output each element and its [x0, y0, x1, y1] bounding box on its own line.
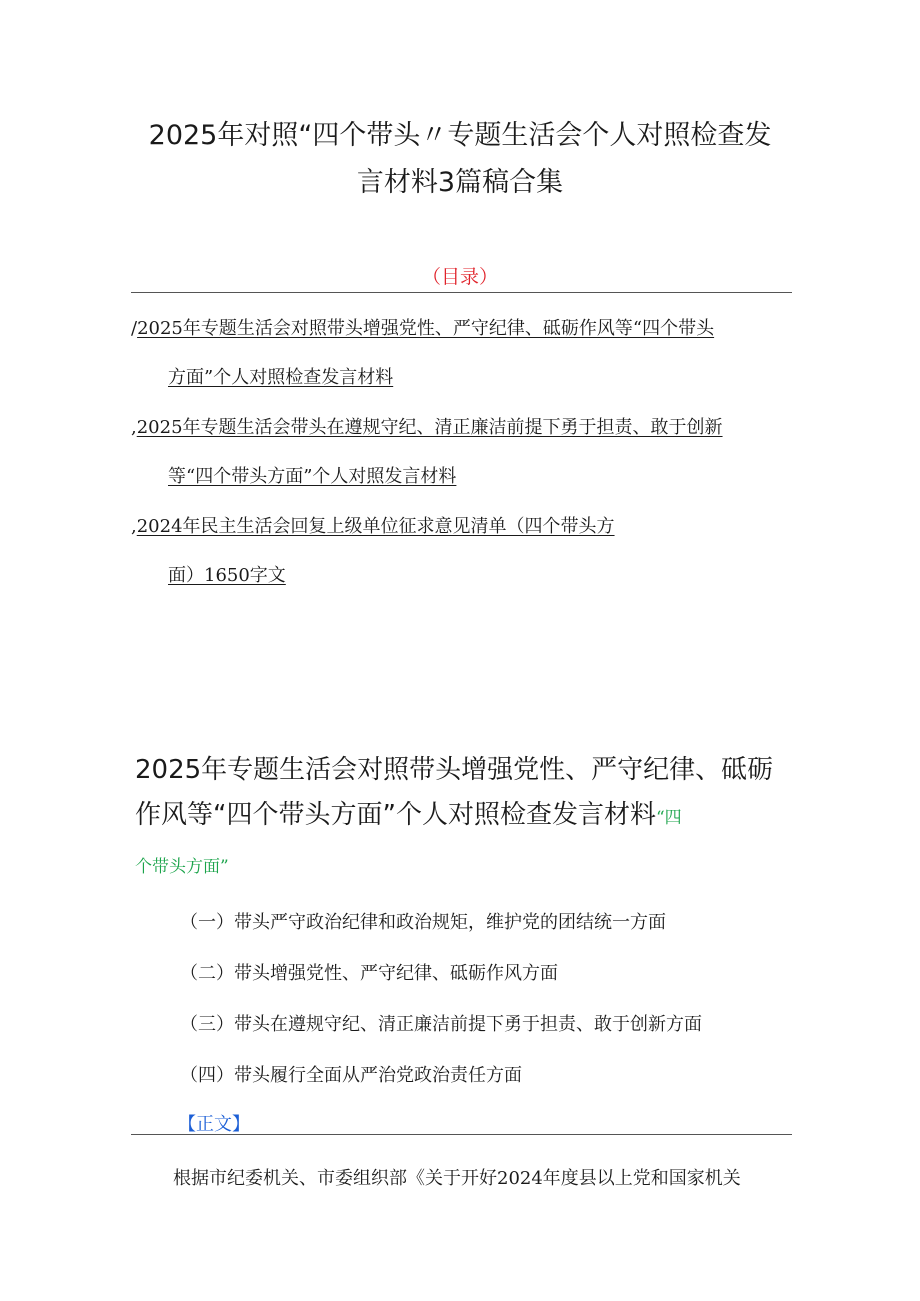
toc-divider: [131, 292, 792, 293]
body-divider: [131, 1134, 792, 1135]
page-title-line1: 2025年对照“四个带头〃专题生活会个人对照检查发: [148, 120, 772, 151]
list-item: （三）带头在遵规守纪、清正廉洁前提下勇于担责、敢于创新方面: [180, 1014, 702, 1035]
list-item: （一）带头严守政治纪律和政治规矩，维护党的团结统一方面: [180, 912, 666, 933]
section-heading-tag-end: 个带头方面”: [135, 857, 229, 877]
list-item: （二）带头增强党性、严守纪律、砥砺作风方面: [180, 963, 558, 984]
body-text: 根据市纪委机关、市委组织部《关于开好2024年度县以上党和国家机关: [173, 1168, 741, 1189]
toc-link-line1[interactable]: 2024年民主生活会回复上级单位征求意见清单（四个带头方: [136, 516, 615, 537]
toc-heading: （目录）: [421, 266, 498, 288]
list-item: （四）带头履行全面从严治党政治责任方面: [180, 1065, 522, 1086]
toc-prefix: /: [131, 318, 138, 339]
toc-link-line1[interactable]: 2025年专题生活会带头在遵规守纪、清正廉洁前提下勇于担责、敢于创新: [136, 417, 723, 438]
section-heading: [135, 748, 795, 841]
toc-link-line1[interactable]: 2025年专题生活会对照带头增强党性、严守纪律、砥砺作风等“四个带头: [137, 318, 715, 339]
page-title: [130, 112, 790, 206]
toc-link-line2[interactable]: 等“四个带头方面”个人对照发言材料: [168, 466, 457, 487]
toc-link-line2[interactable]: 面）1650字文: [168, 565, 286, 586]
page-title-line2: 言材料3篇稿合集: [356, 167, 564, 198]
toc-prefix: ,: [131, 516, 137, 537]
section-heading-text: 2025年专题生活会对照带头增强党性、严守纪律、砥砺作风等“四个带头方面”个人对照检查发言材料: [135, 755, 774, 830]
toc-prefix: ,: [131, 417, 137, 438]
body-label: 【正文】: [178, 1114, 250, 1135]
section-heading-tag-start: “四: [655, 808, 682, 828]
toc-link-line2[interactable]: 方面”个人对照检查发言材料: [168, 367, 394, 388]
